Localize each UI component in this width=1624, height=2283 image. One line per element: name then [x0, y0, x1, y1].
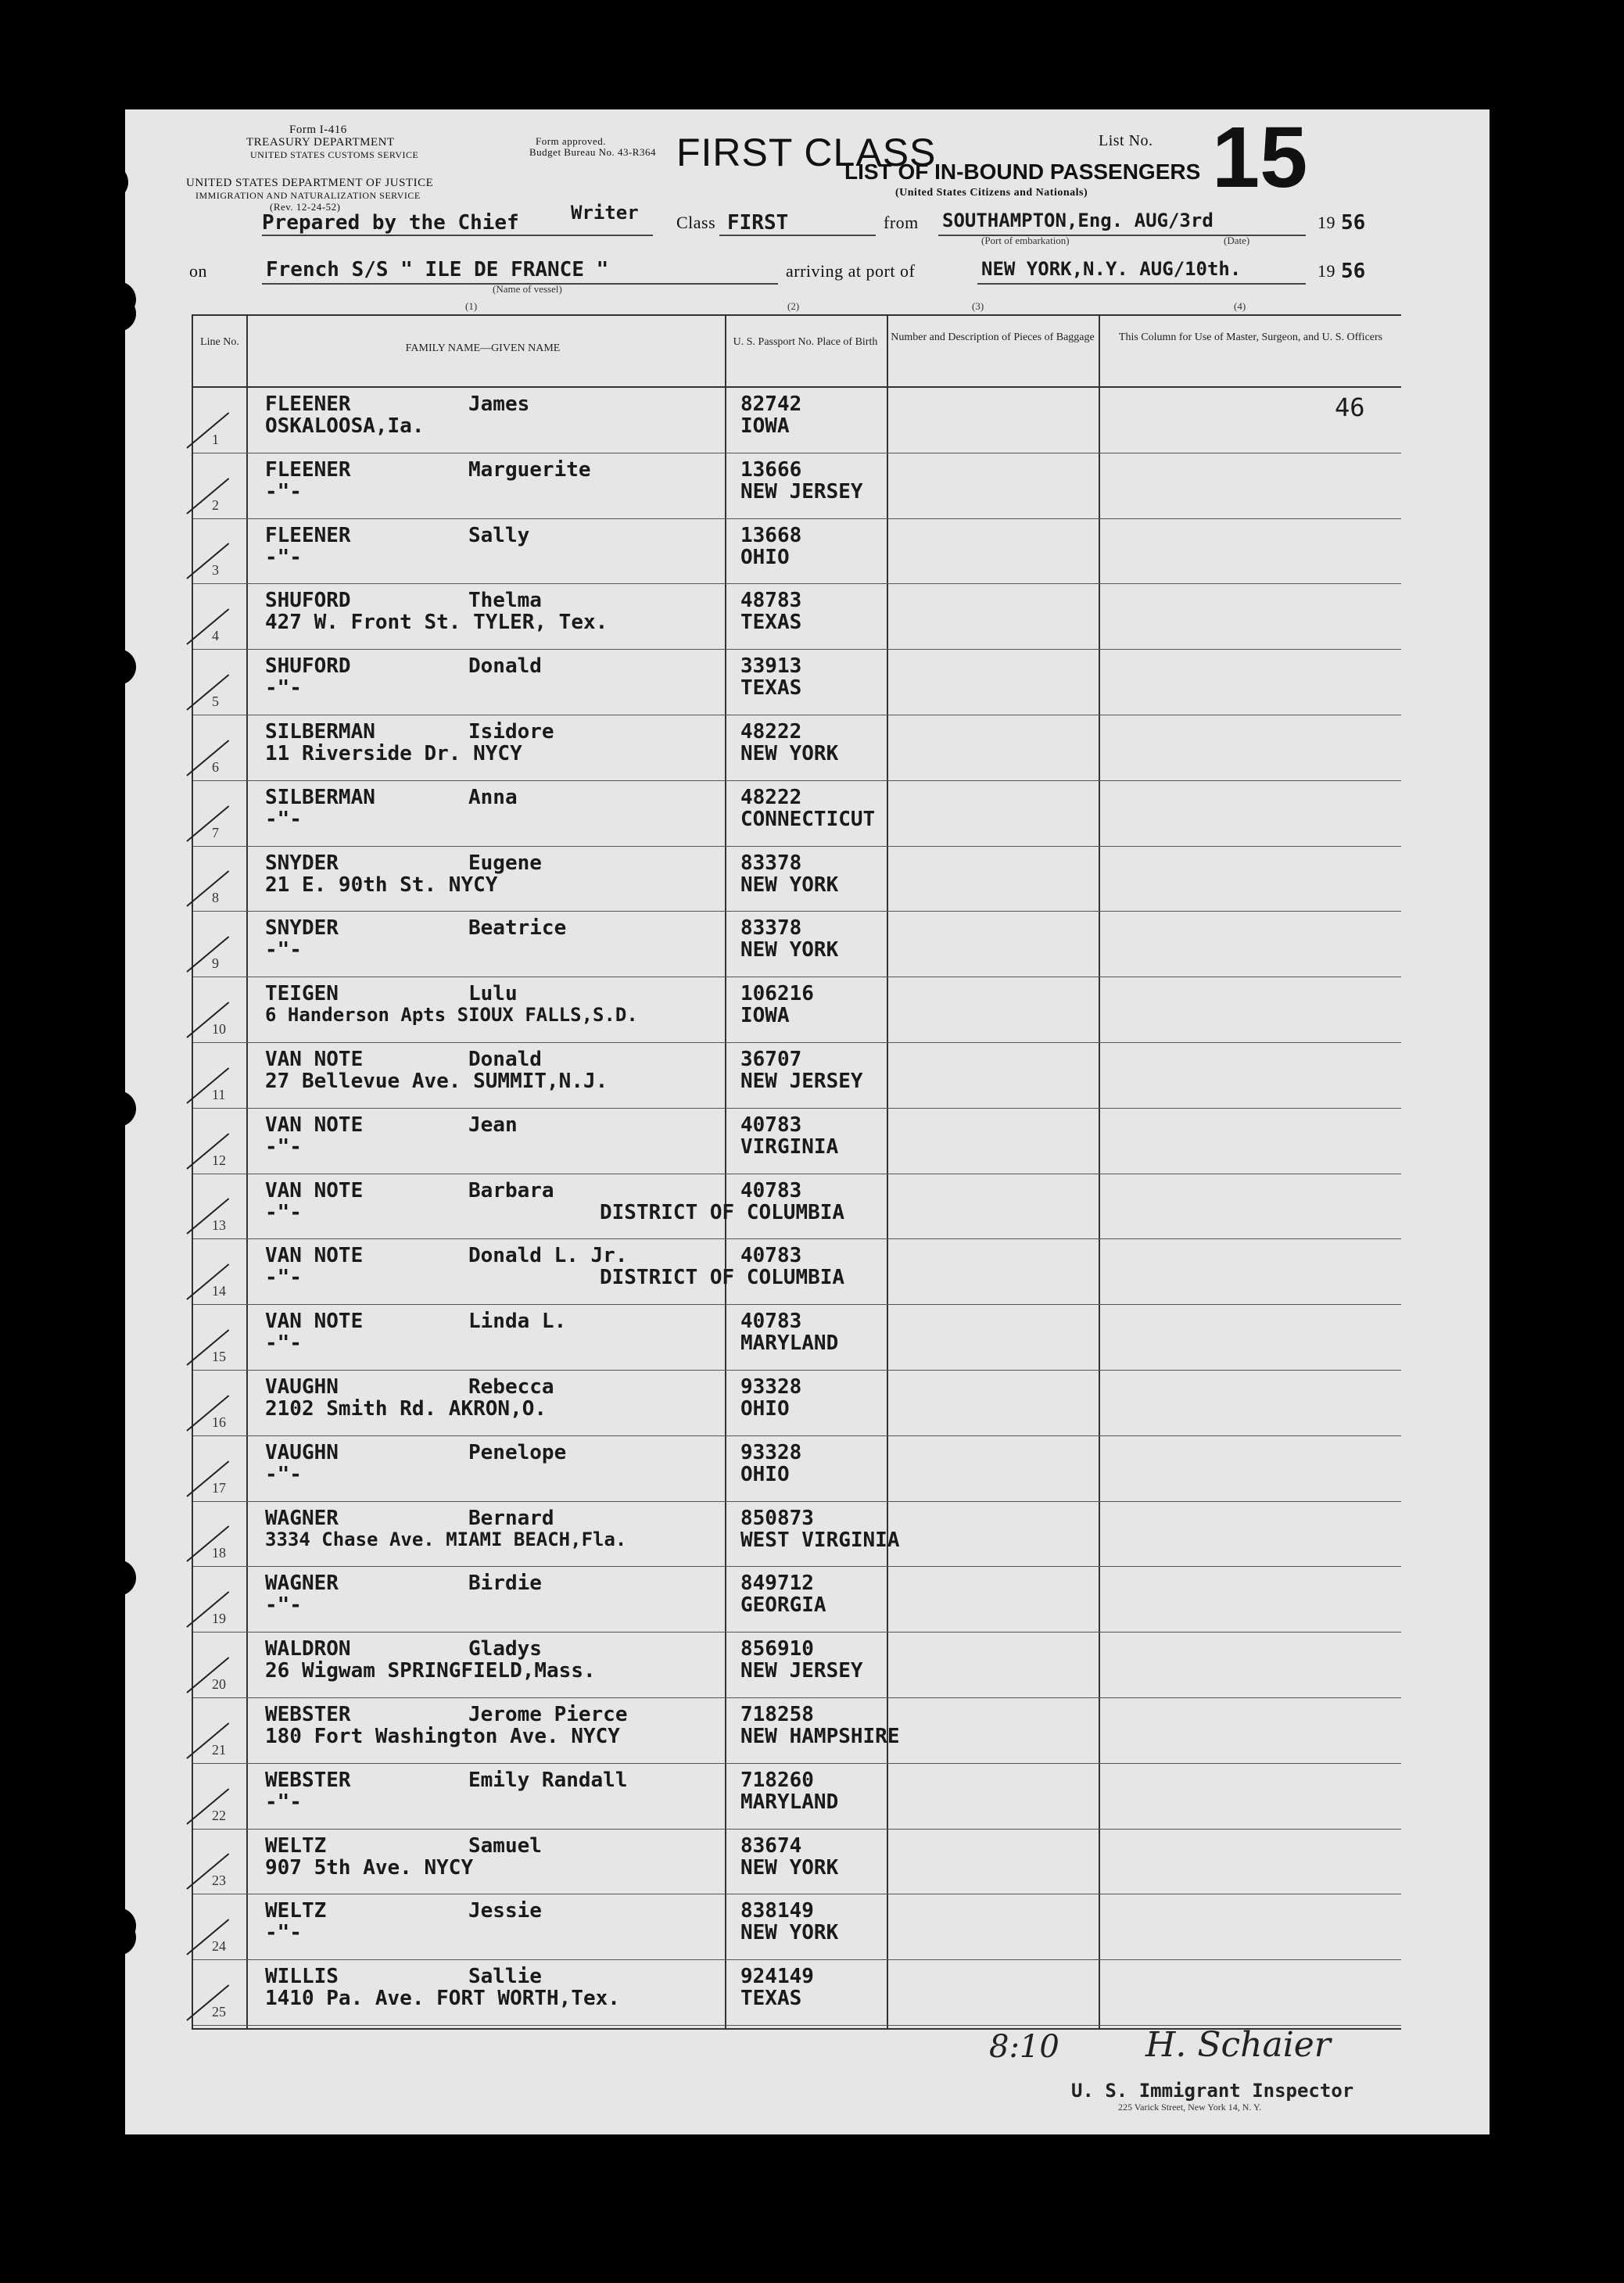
place-of-birth: WEST VIRGINIA — [740, 1528, 900, 1552]
table-row — [193, 650, 1401, 715]
check-mark — [186, 871, 229, 908]
address: -"- — [265, 1200, 302, 1224]
family-name: SILBERMAN — [265, 785, 375, 809]
printer-address: 225 Varick Street, New York 14, N. Y. — [1118, 2102, 1262, 2113]
given-name: Lulu — [468, 982, 518, 1006]
passport-number: 40783 — [740, 1178, 802, 1202]
list-no-label: List No. — [1099, 132, 1153, 149]
family-name: VAUGHN — [265, 1440, 339, 1464]
address: OSKALOOSA,Ia. — [265, 414, 425, 438]
address: -"- — [265, 1921, 302, 1945]
address: 26 Wigwam SPRINGFIELD,Mass. — [265, 1659, 596, 1683]
table-row — [193, 1698, 1401, 1764]
check-mark — [186, 936, 229, 973]
check-mark — [186, 805, 229, 842]
line-number: 22 — [212, 1807, 226, 1823]
line-number: 1 — [212, 431, 219, 447]
table-row — [193, 1894, 1401, 1960]
embark-port: SOUTHAMPTON,Eng. AUG/3rd — [942, 210, 1214, 231]
col-number-3: (3) — [972, 300, 984, 312]
line-number: 19 — [212, 1611, 226, 1627]
given-name: Sally — [468, 523, 530, 547]
document-page — [125, 109, 1490, 2134]
place-of-birth: NEW JERSEY — [740, 1070, 863, 1093]
family-name: SHUFORD — [265, 654, 351, 679]
punch-hole — [100, 1091, 136, 1127]
given-name: Eugene — [468, 851, 542, 875]
given-name: Linda L. — [468, 1310, 567, 1334]
line-number: 23 — [212, 1873, 226, 1889]
date-caption: (Date) — [1224, 235, 1250, 246]
punch-hole — [100, 1919, 136, 1955]
line-number: 21 — [212, 1741, 226, 1758]
passenger-rows — [193, 388, 1401, 2026]
check-mark — [186, 412, 229, 449]
given-name: Marguerite — [468, 457, 591, 482]
family-name: WEBSTER — [265, 1768, 351, 1792]
form-approved: Form approved. — [536, 135, 607, 147]
passport-number: 13668 — [740, 523, 802, 547]
passport-number: 40783 — [740, 1113, 802, 1137]
place-of-birth: NEW YORK — [740, 742, 839, 765]
family-name: WAGNER — [265, 1506, 339, 1530]
line-number: 2 — [212, 496, 219, 513]
table-row — [193, 388, 1401, 453]
table-row — [193, 912, 1401, 977]
table-row — [193, 781, 1401, 847]
passport-number: 838149 — [740, 1899, 814, 1923]
header-officers: This Column for Use of Master, Surgeon, and U. S. Officers — [1118, 332, 1383, 343]
check-mark — [186, 674, 229, 711]
place-of-birth: TEXAS — [740, 1987, 802, 2011]
on-label: on — [189, 261, 207, 281]
place-of-birth: IOWA — [740, 1004, 790, 1028]
table-row — [193, 1109, 1401, 1174]
class-line — [719, 235, 876, 236]
family-name: WELTZ — [265, 1833, 327, 1858]
table-row — [193, 1764, 1401, 1830]
address: 21 E. 90th St. NYCY — [265, 873, 498, 897]
address: -"- — [265, 1462, 302, 1486]
family-name: VAN NOTE — [265, 1048, 364, 1071]
punch-hole — [100, 649, 136, 685]
place-of-birth: OHIO — [740, 1397, 790, 1421]
table-row — [193, 715, 1401, 781]
table-row — [193, 1174, 1401, 1240]
line-number: 7 — [212, 824, 219, 840]
punch-hole — [100, 1560, 136, 1596]
year1-value: 56 — [1341, 211, 1366, 235]
list-subtitle: (United States Citizens and Nationals) — [895, 187, 1088, 199]
family-name: VAN NOTE — [265, 1244, 364, 1268]
address: 3334 Chase Ave. MIAMI BEACH,Fla. — [265, 1528, 627, 1550]
given-name: Anna — [468, 785, 518, 809]
passport-number: 82742 — [740, 392, 802, 416]
family-name: VAN NOTE — [265, 1113, 364, 1137]
address: 907 5th Ave. NYCY — [265, 1855, 474, 1880]
address: 6 Handerson Apts SIOUX FALLS,S.D. — [265, 1004, 638, 1027]
class-label: Class — [676, 213, 716, 232]
address: -"- — [265, 807, 302, 831]
table-row — [193, 847, 1401, 912]
place-of-birth: VIRGINIA — [740, 1134, 839, 1159]
vessel-name: French S/S " ILE DE FRANCE " — [266, 258, 609, 281]
header-passport: U. S. Passport No. Place of Birth — [733, 336, 878, 348]
first-class-stamp: FIRST CLASS — [676, 131, 937, 174]
from-label: from — [884, 213, 919, 232]
address: 27 Bellevue Ave. SUMMIT,N.J. — [265, 1070, 608, 1093]
place-of-birth: NEW JERSEY — [740, 479, 863, 504]
given-name: Donald — [468, 1048, 542, 1071]
passport-number: 93328 — [740, 1375, 802, 1399]
place-of-birth: NEW YORK — [740, 873, 839, 897]
family-name: VAUGHN — [265, 1375, 339, 1399]
punch-hole — [100, 296, 136, 332]
passport-number: 718260 — [740, 1768, 814, 1792]
given-name: Jean — [468, 1113, 518, 1137]
check-mark — [186, 478, 229, 514]
prepared-by-line — [262, 235, 653, 236]
line-number: 15 — [212, 1348, 226, 1364]
class-value: FIRST — [727, 211, 789, 235]
address: 2102 Smith Rd. AKRON,O. — [265, 1397, 547, 1421]
list-number: 15 — [1212, 109, 1308, 206]
line-number: 20 — [212, 1676, 226, 1692]
address: -"- — [265, 1790, 302, 1814]
inspector-label: U. S. Immigrant Inspector — [1071, 2080, 1354, 2102]
passport-number: 33913 — [740, 654, 802, 679]
vessel-caption: (Name of vessel) — [493, 283, 562, 295]
given-name: Emily Randall — [468, 1768, 628, 1792]
place-of-birth: DISTRICT OF COLUMBIA — [600, 1200, 845, 1224]
col-number-1: (1) — [465, 300, 478, 312]
line-number: 11 — [212, 1086, 226, 1102]
place-of-birth: DISTRICT OF COLUMBIA — [600, 1266, 845, 1290]
place-of-birth: NEW YORK — [740, 938, 839, 962]
given-name: Sallie — [468, 1965, 542, 1989]
col-number-2: (2) — [787, 300, 800, 312]
line-number: 8 — [212, 890, 219, 906]
table-row — [193, 1239, 1401, 1305]
ins-label: IMMIGRATION AND NATURALIZATION SERVICE — [195, 190, 421, 201]
line-number: 3 — [212, 562, 219, 579]
check-mark — [186, 740, 229, 776]
passport-number: 48783 — [740, 589, 802, 613]
place-of-birth: NEW YORK — [740, 1855, 839, 1880]
form-number: Form I-416 — [289, 124, 347, 136]
table-row — [193, 1043, 1401, 1109]
line-number: 17 — [212, 1479, 226, 1496]
given-name: Gladys — [468, 1637, 542, 1661]
passport-number: 83674 — [740, 1833, 802, 1858]
place-of-birth: NEW YORK — [740, 1921, 839, 1945]
table-row — [193, 1830, 1401, 1895]
family-name: SNYDER — [265, 851, 339, 875]
family-name: SHUFORD — [265, 589, 351, 613]
passenger-table — [192, 314, 1401, 2030]
given-name: Beatrice — [468, 916, 567, 941]
customs-label: UNITED STATES CUSTOMS SERVICE — [250, 149, 419, 160]
place-of-birth: OHIO — [740, 1462, 790, 1486]
family-name: SILBERMAN — [265, 720, 375, 744]
passport-number: 83378 — [740, 916, 802, 941]
table-row — [193, 519, 1401, 585]
col-number-4: (4) — [1234, 300, 1246, 312]
given-name: Thelma — [468, 589, 542, 613]
line-number: 18 — [212, 1545, 226, 1561]
given-name: Barbara — [468, 1178, 554, 1202]
prepared-by-writer: Writer — [571, 202, 639, 224]
table-row — [193, 1633, 1401, 1698]
passport-number: 718258 — [740, 1703, 814, 1726]
address: -"- — [265, 545, 302, 569]
given-name: Bernard — [468, 1506, 554, 1530]
given-name: Samuel — [468, 1833, 542, 1858]
given-name: Donald L. Jr. — [468, 1244, 628, 1268]
inspector-signature: H. Schaier — [1145, 2025, 1331, 2065]
arrival-line — [977, 283, 1306, 285]
justice-label: UNITED STATES DEPARTMENT OF JUSTICE — [186, 177, 434, 189]
header-name: FAMILY NAME—GIVEN NAME — [405, 342, 561, 354]
passport-number: 36707 — [740, 1048, 802, 1071]
given-name: Rebecca — [468, 1375, 554, 1399]
given-name: Donald — [468, 654, 542, 679]
given-name: Penelope — [468, 1440, 567, 1464]
passport-number: 924149 — [740, 1965, 814, 1989]
given-name: James — [468, 392, 530, 416]
given-name: Birdie — [468, 1572, 542, 1596]
passport-number: 856910 — [740, 1637, 814, 1661]
address: -"- — [265, 1134, 302, 1159]
address: -"- — [265, 1593, 302, 1618]
passport-number: 93328 — [740, 1440, 802, 1464]
treasury-label: TREASURY DEPARTMENT — [246, 136, 395, 149]
port-embark-caption: (Port of embarkation) — [981, 235, 1070, 246]
given-name: Isidore — [468, 720, 554, 744]
address: -"- — [265, 479, 302, 504]
passport-number: 83378 — [740, 851, 802, 875]
table-row — [193, 453, 1401, 519]
line-number: 14 — [212, 1283, 226, 1299]
handwritten-time: 8:10 — [989, 2029, 1059, 2065]
address: -"- — [265, 1331, 302, 1356]
place-of-birth: NEW HAMPSHIRE — [740, 1725, 900, 1748]
line-number: 5 — [212, 693, 219, 709]
prepared-by: Prepared by the Chief — [262, 211, 519, 235]
family-name: WAGNER — [265, 1572, 339, 1596]
table-row — [193, 1305, 1401, 1371]
family-name: WEBSTER — [265, 1703, 351, 1726]
line-number: 13 — [212, 1217, 226, 1234]
family-name: FLEENER — [265, 392, 351, 416]
punch-hole — [92, 164, 128, 200]
officer-note: 46 — [1335, 392, 1365, 422]
family-name: FLEENER — [265, 523, 351, 547]
place-of-birth: CONNECTICUT — [740, 807, 876, 831]
budget-bureau: Budget Bureau No. 43-R364 — [529, 146, 656, 158]
line-number: 9 — [212, 955, 219, 972]
rev-label: (Rev. 12-24-52) — [270, 201, 341, 213]
table-row — [193, 1371, 1401, 1436]
passport-number: 106216 — [740, 982, 814, 1006]
year2-prefix: 19 — [1317, 261, 1335, 281]
address: 1410 Pa. Ave. FORT WORTH,Tex. — [265, 1987, 620, 2011]
place-of-birth: TEXAS — [740, 611, 802, 635]
table-row — [193, 584, 1401, 650]
address: -"- — [265, 938, 302, 962]
line-number: 10 — [212, 1020, 226, 1037]
line-number: 12 — [212, 1152, 226, 1168]
line-number: 25 — [212, 2003, 226, 2020]
passport-number: 850873 — [740, 1506, 814, 1530]
family-name: WELTZ — [265, 1899, 327, 1923]
address: -"- — [265, 676, 302, 701]
family-name: TEIGEN — [265, 982, 339, 1006]
passport-number: 48222 — [740, 785, 802, 809]
line-number: 16 — [212, 1414, 226, 1430]
place-of-birth: IOWA — [740, 414, 790, 438]
family-name: WILLIS — [265, 1965, 339, 1989]
arriving-label: arriving at port of — [786, 261, 916, 281]
table-row — [193, 1567, 1401, 1633]
line-number: 24 — [212, 1938, 226, 1955]
passport-number: 40783 — [740, 1244, 802, 1268]
given-name: Jessie — [468, 1899, 542, 1923]
check-mark — [186, 608, 229, 645]
passport-number: 13666 — [740, 457, 802, 482]
place-of-birth: MARYLAND — [740, 1790, 839, 1814]
year1-prefix: 19 — [1317, 213, 1335, 232]
table-row — [193, 977, 1401, 1043]
line-number: 4 — [212, 628, 219, 644]
header-line-no: Line No. — [200, 336, 239, 348]
list-title: LIST OF IN-BOUND PASSENGERS — [844, 159, 1201, 184]
check-mark — [186, 543, 229, 580]
passport-number: 48222 — [740, 720, 802, 744]
place-of-birth: OHIO — [740, 545, 790, 569]
table-row — [193, 1960, 1401, 2026]
family-name: VAN NOTE — [265, 1310, 364, 1334]
given-name: Jerome Pierce — [468, 1703, 628, 1726]
address: 180 Fort Washington Ave. NYCY — [265, 1725, 620, 1748]
family-name: VAN NOTE — [265, 1178, 364, 1202]
header-baggage: Number and Description of Pieces of Baggage — [891, 332, 1095, 343]
year2-value: 56 — [1341, 260, 1366, 283]
address: 11 Riverside Dr. NYCY — [265, 742, 522, 765]
family-name: WALDRON — [265, 1637, 351, 1661]
passport-number: 40783 — [740, 1310, 802, 1334]
passport-number: 849712 — [740, 1572, 814, 1596]
arrival-port: NEW YORK,N.Y. AUG/10th. — [981, 258, 1242, 280]
table-row — [193, 1502, 1401, 1568]
family-name: FLEENER — [265, 457, 351, 482]
line-number: 6 — [212, 758, 219, 775]
address: 427 W. Front St. TYLER, Tex. — [265, 611, 608, 635]
place-of-birth: TEXAS — [740, 676, 802, 701]
place-of-birth: MARYLAND — [740, 1331, 839, 1356]
family-name: SNYDER — [265, 916, 339, 941]
place-of-birth: GEORGIA — [740, 1593, 826, 1618]
address: -"- — [265, 1266, 302, 1290]
place-of-birth: NEW JERSEY — [740, 1659, 863, 1683]
table-row — [193, 1436, 1401, 1502]
